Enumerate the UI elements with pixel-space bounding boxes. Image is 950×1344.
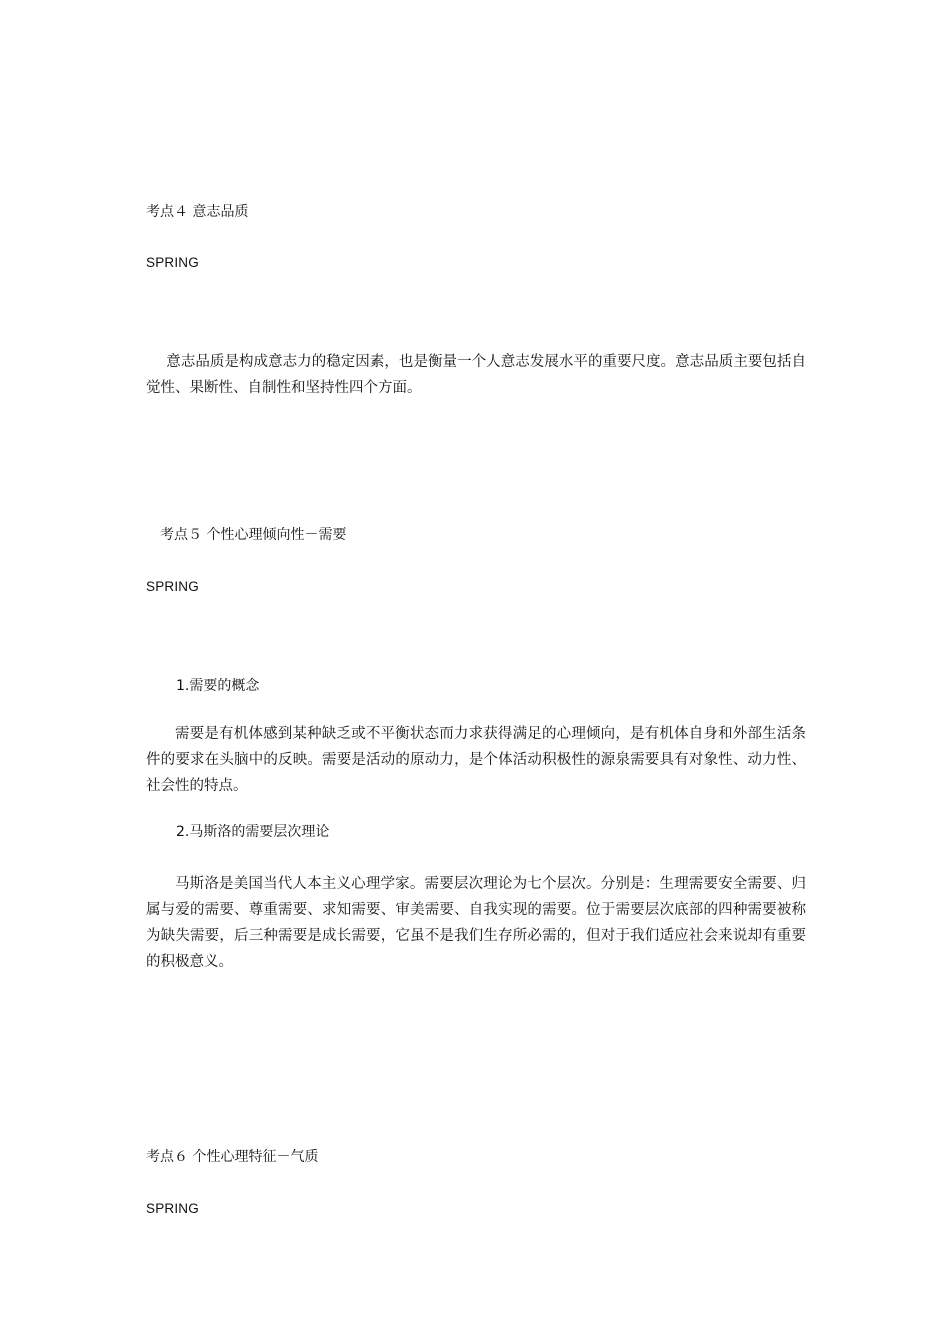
subsection-title-maslow: 2.马斯洛的需要层次理论 xyxy=(176,824,330,840)
section-paragraph-4: 意志品质是构成意志力的稳定因素，也是衡量一个人意志发展水平的重要尺度。意志品质主要包括自觉性、果断性、自制性和坚持性四个方面。 xyxy=(146,354,806,396)
subsection-text-maslow: 马斯洛是美国当代人本主义心理学家。需要层次理论为七个层次。分别是：生理需要安全需要、归属与爱的需要、尊重需要、求知需要、审美需要、自我实现的需要。位于需要层次底部的四种需要被称为缺失需要，后三种需要是成长需要，它虽不是我们生存所必需的，但对于我们适应社会来说却有重要的积极意义。 xyxy=(146,876,806,970)
subsection-text-need-concept: 需要是有机体感到某种缺乏或不平衡状态而力求获得满足的心理倾向，是有机体自身和外部生活条件的要求在头脑中的反映。需要是活动的原动力，是个体活动积极性的源泉需要具有对象性、动力性、社会性的特点。 xyxy=(146,726,806,794)
section-spring-label-4: SPRING xyxy=(146,255,199,270)
section-spring-label-5: SPRING xyxy=(146,579,199,594)
section-heading-4: 考点４ 意志品质 xyxy=(146,204,249,220)
section-spring-label-6: SPRING xyxy=(146,1201,199,1216)
section-heading-6: 考点６ 个性心理特征－气质 xyxy=(146,1149,319,1165)
section-heading-5: 考点５ 个性心理倾向性－需要 xyxy=(160,527,347,543)
subsection-title-need-concept: 1.需要的概念 xyxy=(176,678,260,694)
